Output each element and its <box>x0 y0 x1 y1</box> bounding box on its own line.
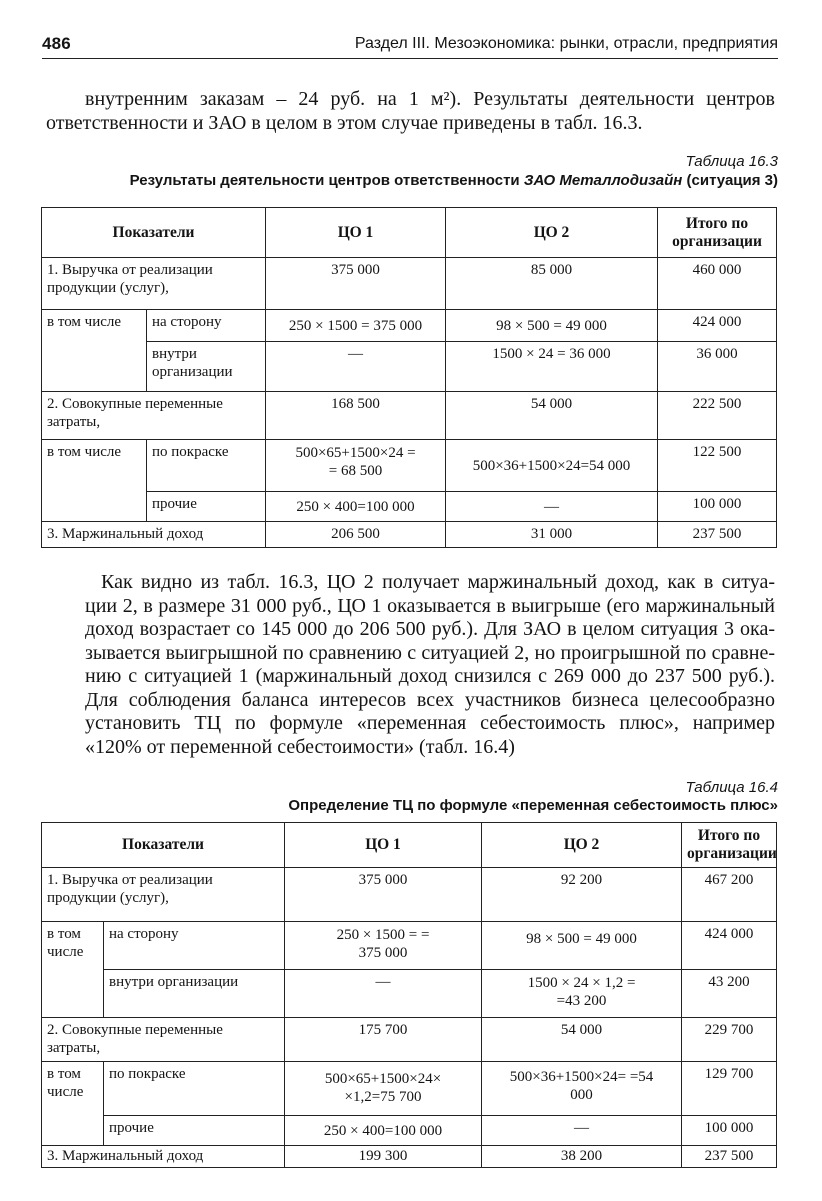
row-external-co2: 98 × 500 = 49 000 <box>446 310 658 342</box>
row-revenue-co2: 85 000 <box>446 258 658 310</box>
results-table <box>41 207 777 548</box>
row-internal-total: 43 200 <box>682 970 777 1018</box>
row-revenue-label: 1. Выручка от реализации продукции (услуг), <box>42 868 285 922</box>
row-variable-co2: 54 000 <box>482 1018 682 1062</box>
row-external-label: на сторону <box>147 310 266 342</box>
table-title: Определение ТЦ по формуле «переменная себестоимость плюс» <box>288 797 778 814</box>
body-line: установить ТЦ по формуле «переменная себестоимость плюс», например <box>85 712 775 734</box>
row-revenue-total: 460 000 <box>658 258 777 310</box>
row-margin-co2: 31 000 <box>446 522 658 548</box>
row-variable-label: 2. Совокупные переменные затраты, <box>42 1018 285 1062</box>
body-line: зывается выигрышной по сравнению с ситуацией 2, но проигрышной по сравне- <box>85 641 775 664</box>
body-line: «120% от переменной себестоимости» (табл. 16.4) <box>85 735 515 758</box>
row-other-label: прочие <box>104 1116 285 1146</box>
header-indicators: Показатели <box>42 208 266 258</box>
row-internal-co2: 1500 × 24 = 36 000 <box>446 342 658 392</box>
page-header <box>42 34 778 59</box>
row-other-total: 100 000 <box>658 492 777 522</box>
row-painting-label: по покраске <box>104 1062 285 1116</box>
running-head: Раздел III. Мезоэкономика: рынки, отрасли, предприятия <box>354 35 778 52</box>
row-external-co1: 250 × 1500 = 375 000 <box>266 310 446 342</box>
row-external-label: на сторону <box>104 922 285 970</box>
row-external-co2: 98 × 500 = 49 000 <box>482 922 682 970</box>
row-variable-total: 229 700 <box>682 1018 777 1062</box>
row-margin-total: 237 500 <box>682 1146 777 1168</box>
transfer-price-table <box>41 822 777 1168</box>
header-co1: ЦО 1 <box>285 823 482 868</box>
row-painting-co1: 500×65+1500×24× ×1,2=75 700 <box>285 1062 482 1116</box>
table-title-suffix: (ситуация 3) <box>682 172 778 189</box>
header-total: Итого по организации <box>682 823 777 868</box>
intro-paragraph <box>46 88 775 135</box>
row-margin-co1: 199 300 <box>285 1146 482 1168</box>
row-revenue-co1: 375 000 <box>285 868 482 922</box>
intro-line: ответственности и ЗАО в целом в этом случае приведены в табл. 16.3. <box>46 111 643 134</box>
row-revenue-label: 1. Выручка от реализации продукции (услуг), <box>42 258 266 310</box>
row-variable-label: 2. Совокупные переменные затраты, <box>42 392 266 440</box>
table-title-company: ЗАО Металлодизайн <box>523 172 683 189</box>
row-internal-co1: — <box>266 342 446 392</box>
body-line: доход возрастает со 145 000 до 206 500 руб.). Для ЗАО в целом ситуация 3 ока- <box>85 618 775 640</box>
header-co2: ЦО 2 <box>482 823 682 868</box>
table-number: Таблица 16.4 <box>685 779 778 796</box>
row-revenue-co2: 92 200 <box>482 868 682 922</box>
row-incl-label: в том числе <box>42 922 104 1018</box>
row-internal-co2: 1500 × 24 × 1,2 = =43 200 <box>482 970 682 1018</box>
row-external-total: 424 000 <box>682 922 777 970</box>
row-incl-label: в том числе <box>42 310 147 392</box>
header-total: Итого по организации <box>658 208 777 258</box>
row-variable-co1: 175 700 <box>285 1018 482 1062</box>
table-title-prefix: Результаты деятельности центров ответственности <box>129 172 524 189</box>
row-other-total: 100 000 <box>682 1116 777 1146</box>
intro-line: внутренним заказам – 24 руб. на 1 м²). Результаты деятельности центров <box>85 88 775 110</box>
body-line: нию с ситуацией 1 (маржинальный доход снизился с 269 000 до 237 500 руб.). <box>85 665 775 687</box>
row-variable-total: 222 500 <box>658 392 777 440</box>
body-line: Для соблюдения баланса интересов всех участников бизнеса целесообразно <box>85 688 775 711</box>
row-external-co1: 250 × 1500 = = 375 000 <box>285 922 482 970</box>
row-revenue-co1: 375 000 <box>266 258 446 310</box>
row-revenue-total: 467 200 <box>682 868 777 922</box>
row-variable-co1: 168 500 <box>266 392 446 440</box>
row-external-total: 424 000 <box>658 310 777 342</box>
row-other-co2: — <box>446 492 658 522</box>
row-painting-total: 122 500 <box>658 440 777 492</box>
row-painting-co2: 500×36+1500×24=54 000 <box>446 440 658 492</box>
row-other-label: прочие <box>147 492 266 522</box>
row-other-co1: 250 × 400=100 000 <box>266 492 446 522</box>
row-painting-label: по покраске <box>147 440 266 492</box>
table-title <box>130 172 778 189</box>
row-painting-co2: 500×36+1500×24= =54 000 <box>482 1062 682 1116</box>
header-co2: ЦО 2 <box>446 208 658 258</box>
row-internal-co1: — <box>285 970 482 1018</box>
row-incl-label: в том числе <box>42 1062 104 1146</box>
row-variable-co2: 54 000 <box>446 392 658 440</box>
body-line: ции 2, в размере 31 000 руб., ЦО 1 оказывается в выигрыше (его маржинальный <box>85 594 775 617</box>
row-margin-total: 237 500 <box>658 522 777 548</box>
row-internal-total: 36 000 <box>658 342 777 392</box>
body-line: Как видно из табл. 16.3, ЦО 2 получает маржинальный доход, как в ситуа- <box>101 571 775 593</box>
row-incl-label: в том числе <box>42 440 147 522</box>
row-painting-total: 129 700 <box>682 1062 777 1116</box>
row-other-co2: — <box>482 1116 682 1146</box>
header-indicators: Показатели <box>42 823 285 868</box>
table-number: Таблица 16.3 <box>685 153 778 170</box>
header-co1: ЦО 1 <box>266 208 446 258</box>
body-paragraph <box>85 571 775 759</box>
row-margin-label: 3. Маржинальный доход <box>42 1146 285 1168</box>
row-internal-label: внутри организации <box>104 970 285 1018</box>
row-margin-co2: 38 200 <box>482 1146 682 1168</box>
row-internal-label: внутри организации <box>147 342 266 392</box>
row-other-co1: 250 × 400=100 000 <box>285 1116 482 1146</box>
row-margin-label: 3. Маржинальный доход <box>42 522 266 548</box>
row-painting-co1: 500×65+1500×24 = = 68 500 <box>266 440 446 492</box>
page-number: 486 <box>42 34 71 53</box>
row-margin-co1: 206 500 <box>266 522 446 548</box>
